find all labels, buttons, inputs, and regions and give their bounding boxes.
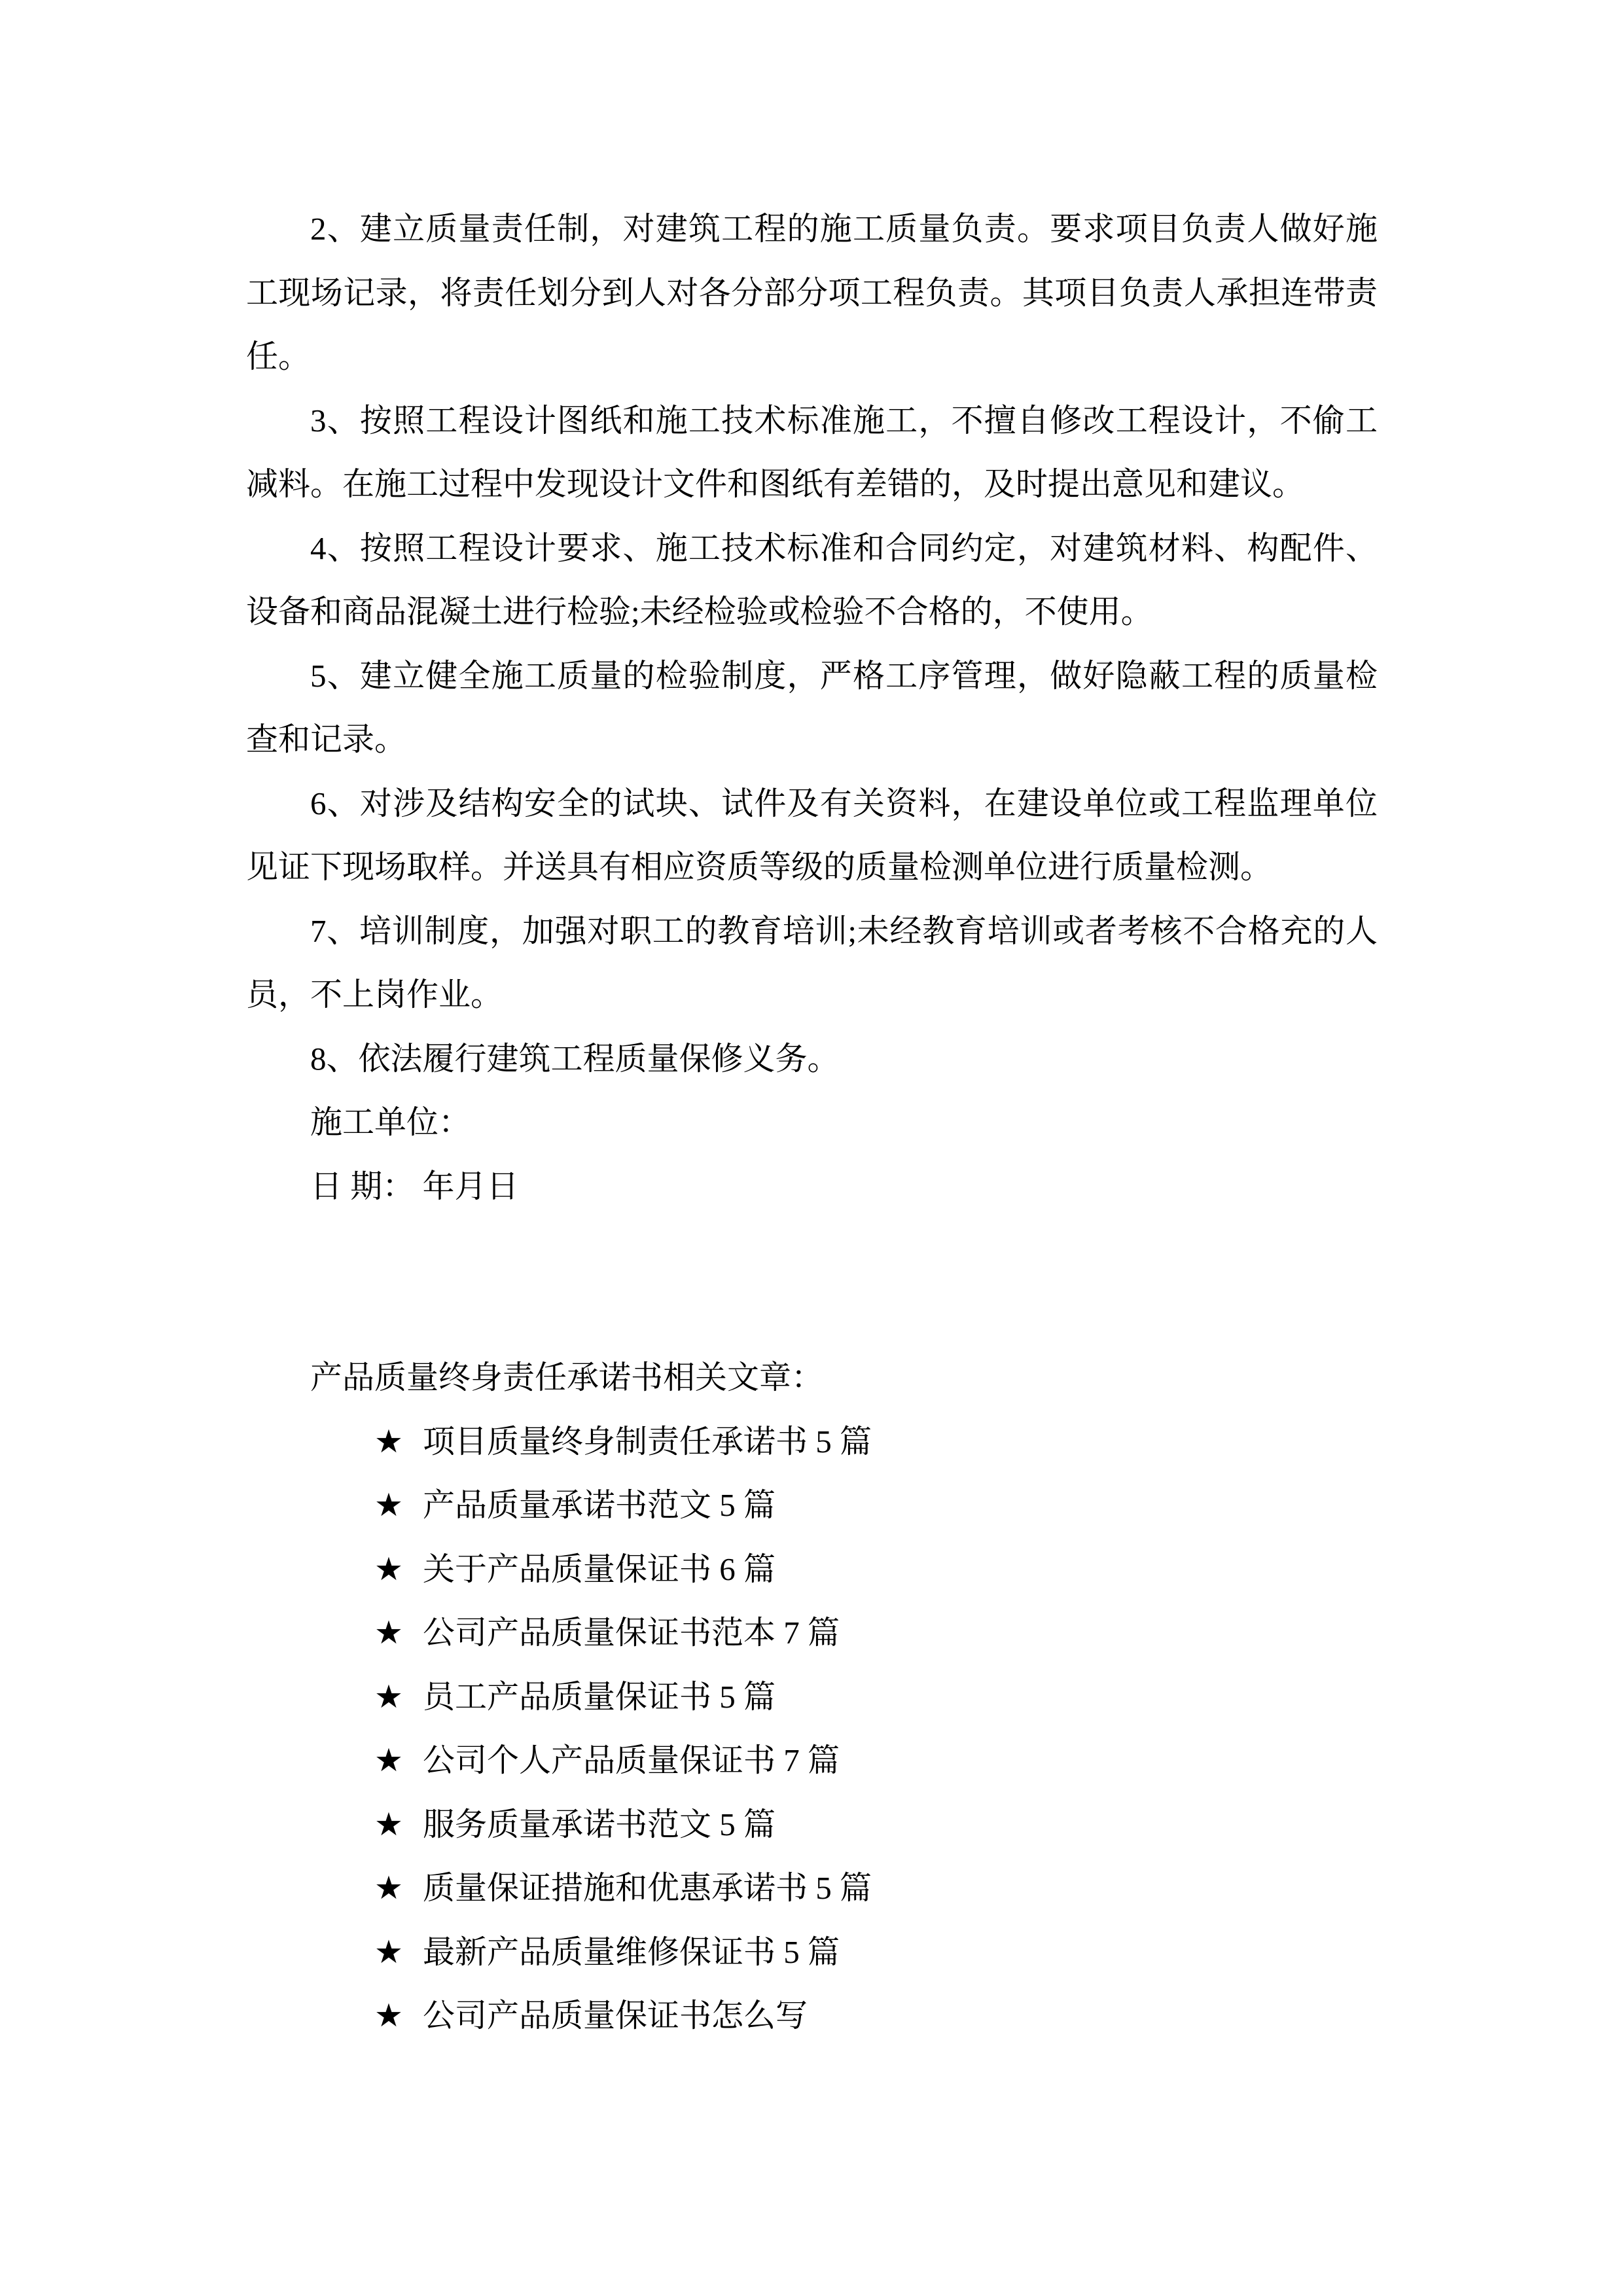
paragraph-item-5: 5、建立健全施工质量的检验制度，严格工序管理，做好隐蔽工程的质量检查和记录。 (246, 657, 1378, 757)
related-article-item (246, 1984, 1378, 2048)
paragraph-item-8: 8、依法履行建筑工程质量保修义务。 (310, 1040, 840, 1077)
related-article-item (246, 1856, 1378, 1920)
related-article-label: 项目质量终身制责任承诺书 5 篇 (422, 1423, 872, 1460)
related-article-label: 质量保证措施和优惠承诺书 5 篇 (422, 1870, 872, 1906)
related-article-label: 产品质量承诺书范文 5 篇 (422, 1487, 776, 1523)
star-icon: ★ (374, 1933, 403, 1971)
related-article-item (246, 1793, 1378, 1857)
star-icon: ★ (374, 1997, 403, 2034)
star-icon: ★ (374, 1614, 403, 1651)
construction-unit-line: 施工单位： (310, 1104, 471, 1140)
paragraph-item-3: 3、按照工程设计图纸和施工技术标准施工，不擅自修改工程设计，不偷工减料。在施工过程中发现设计文件和图纸有差错的，及时提出意见和建议。 (246, 402, 1378, 502)
related-article-item (246, 1601, 1378, 1665)
related-article-label: 关于产品质量保证书 6 篇 (422, 1551, 776, 1587)
related-article-label: 公司产品质量保证书范本 7 篇 (422, 1615, 840, 1651)
related-articles-heading: 产品质量终身责任承诺书相关文章： (310, 1359, 824, 1395)
date-line: 日 期： 年月日 (310, 1168, 519, 1204)
related-article-label: 员工产品质量保证书 5 篇 (422, 1678, 776, 1715)
related-article-item (246, 1665, 1378, 1729)
star-icon: ★ (374, 1742, 403, 1779)
related-article-item (246, 1537, 1378, 1602)
related-article-label: 服务质量承诺书范文 5 篇 (422, 1806, 776, 1842)
related-article-label: 公司个人产品质量保证书 7 篇 (422, 1742, 840, 1778)
related-article-item (246, 1729, 1378, 1793)
related-article-label: 公司产品质量保证书怎么写 (422, 1998, 808, 2034)
related-article-item (246, 1920, 1378, 1984)
star-icon: ★ (374, 1486, 403, 1524)
related-article-item (246, 1410, 1378, 1474)
related-article-item (246, 1473, 1378, 1537)
paragraph-item-7: 7、培训制度，加强对职工的教育培训;未经教育培训或者考核不合格充的人员，不上岗作业。 (246, 912, 1378, 1013)
star-icon: ★ (374, 1550, 403, 1588)
paragraph-item-4: 4、按照工程设计要求、施工技术标准和合同约定，对建筑材料、构配件、设备和商品混凝土进行检验;未经检验或检验不合格的，不使用。 (246, 529, 1378, 630)
star-icon: ★ (374, 1805, 403, 1843)
paragraph-item-2: 2、建立质量责任制，对建筑工程的施工质量负责。要求项目负责人做好施工现场记录，将责任划分到人对各分部分项工程负责。其项目负责人承担连带责任。 (246, 211, 1378, 374)
star-icon: ★ (374, 1422, 403, 1460)
star-icon: ★ (374, 1869, 403, 1907)
related-article-label: 最新产品质量维修保证书 5 篇 (422, 1933, 840, 1970)
paragraph-item-6: 6、对涉及结构安全的试块、试件及有关资料，在建设单位或工程监理单位见证下现场取样。并送具有相应资质等级的质量检测单位进行质量检测。 (246, 785, 1378, 885)
star-icon: ★ (374, 1677, 403, 1715)
